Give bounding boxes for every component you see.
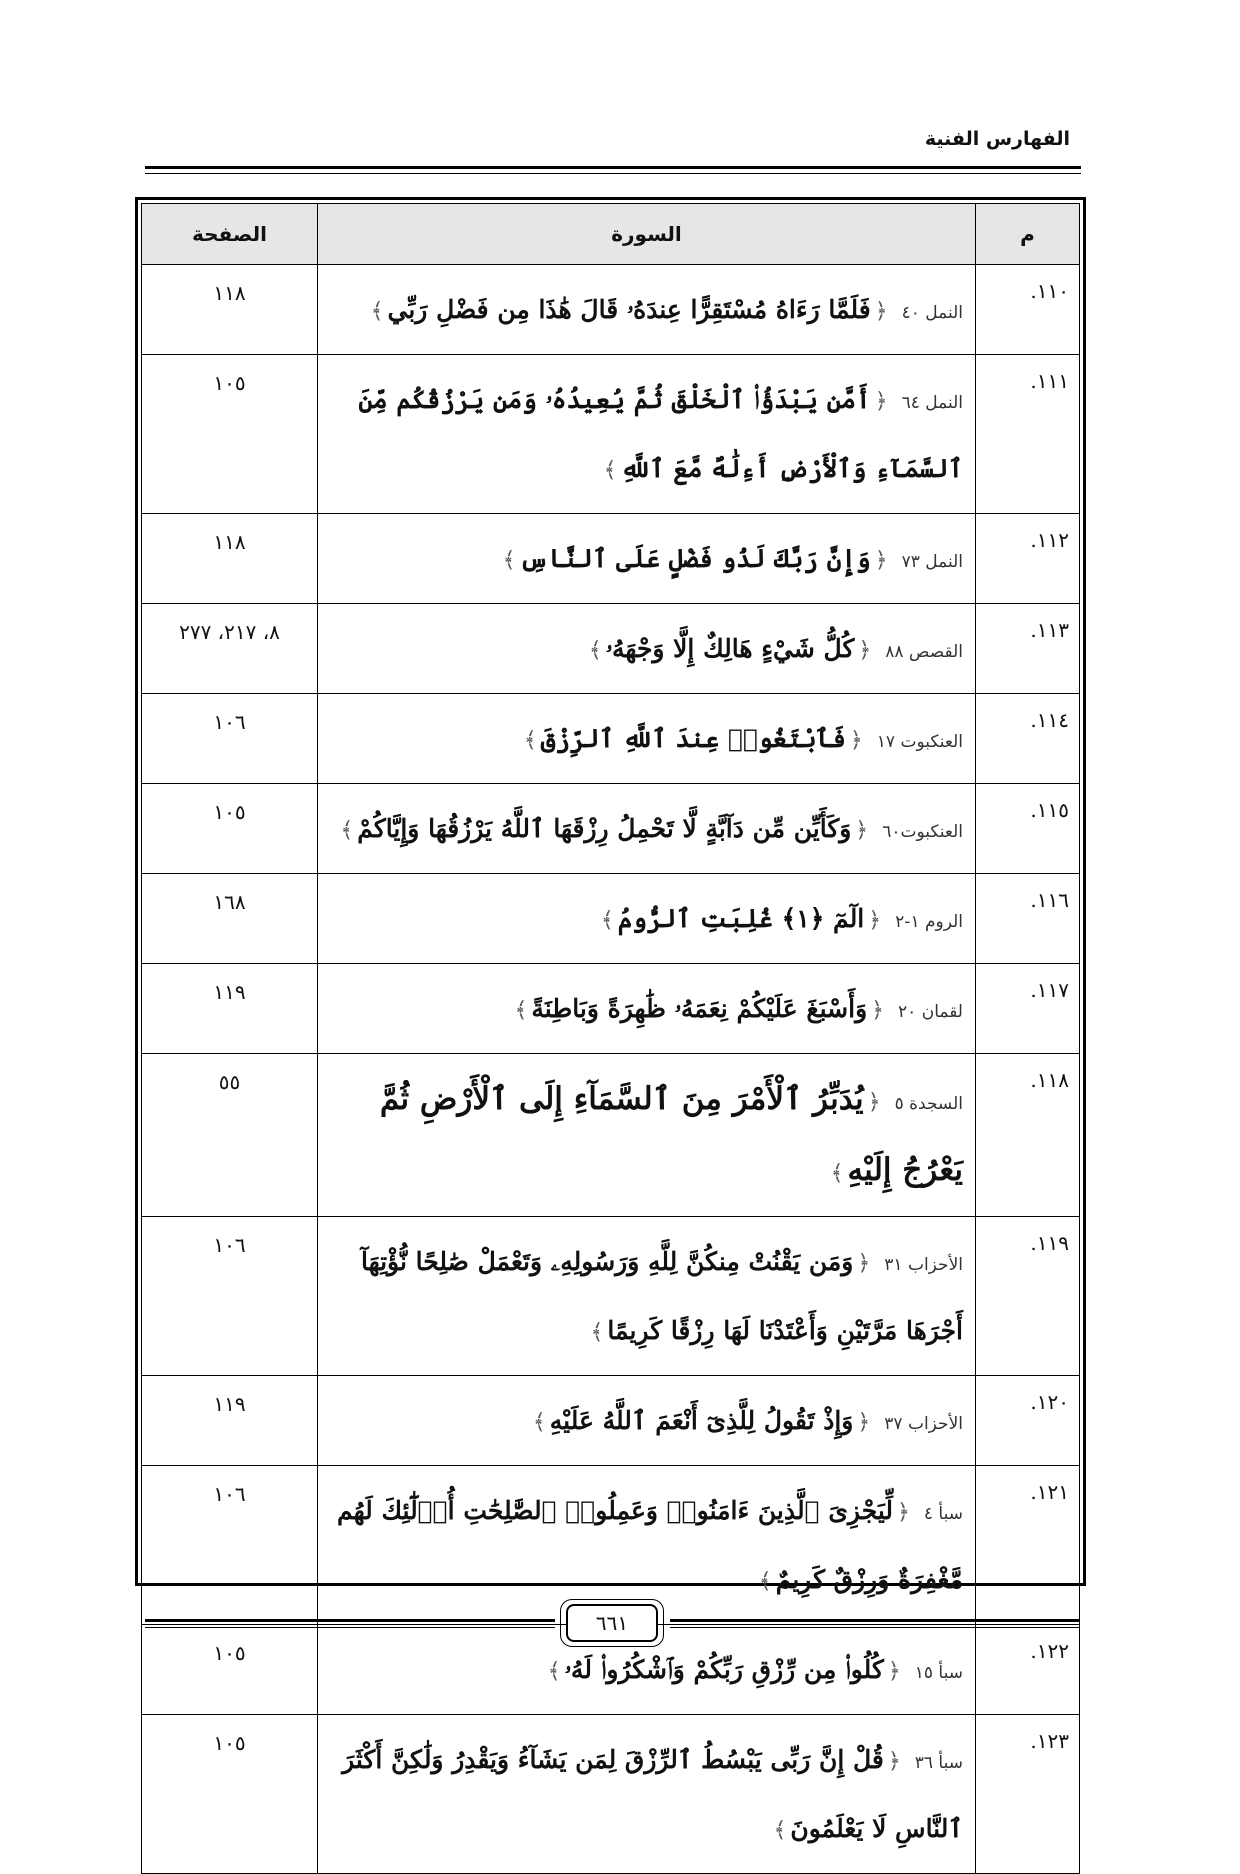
row-number: ١١١. (976, 355, 1080, 514)
surah-reference: العنكبوت٦٠ (882, 822, 963, 842)
surah-reference: سبأ ١٥ (914, 1663, 963, 1683)
footer-rule-right-thin (670, 1627, 1080, 1628)
ornate-bracket-close-icon: ﴾ (514, 998, 528, 1023)
ornate-bracket-open-icon: ﴿ (874, 299, 888, 324)
table-row (142, 1715, 1080, 1874)
ornate-bracket-close-icon: ﴾ (370, 299, 384, 324)
verse-cell (318, 1217, 976, 1376)
ayah-text: فَلَمَّا رَءَاهُ مُسْتَقِرًّا عِندَهُۥ قَالَ هَٰذَا مِن فَضْلِ رَبِّي (387, 295, 871, 324)
row-number: ١١٨. (976, 1054, 1080, 1217)
ornate-bracket-open-icon: ﴿ (871, 998, 885, 1023)
row-number: ١١٧. (976, 964, 1080, 1054)
surah-reference: سبأ ٣٦ (914, 1753, 963, 1773)
verse-cell (318, 1054, 976, 1217)
ayah-text: كُلُوا۟ مِن رِّزْقِ رَبِّكُمْ وَٱشْكُرُوا۟ لَهُۥ (564, 1655, 884, 1684)
page-reference: ١٠٦ (142, 1466, 318, 1625)
page-reference: ١١٨ (142, 265, 318, 355)
ornate-bracket-open-icon: ﴿ (887, 1749, 901, 1774)
surah-reference: الأحزاب ٣١ (884, 1255, 963, 1275)
ornate-bracket-open-icon: ﴿ (857, 1410, 871, 1435)
table-row (142, 1376, 1080, 1466)
table-row (142, 1054, 1080, 1217)
verse-cell (318, 514, 976, 604)
verse-cell (318, 694, 976, 784)
row-number: ١٢٢. (976, 1625, 1080, 1715)
page-reference: ١٠٥ (142, 784, 318, 874)
page-reference: ١٠٦ (142, 1217, 318, 1376)
ornate-bracket-close-icon: ﴾ (340, 818, 354, 843)
surah-reference: القصص ٨٨ (885, 642, 963, 662)
table-row (142, 514, 1080, 604)
ornate-bracket-open-icon: ﴿ (855, 818, 869, 843)
row-number: ١٢٠. (976, 1376, 1080, 1466)
ornate-bracket-open-icon: ﴿ (849, 728, 863, 753)
row-number: ١٢٣. (976, 1715, 1080, 1874)
ornate-bracket-open-icon: ﴿ (858, 638, 872, 663)
ornate-bracket-close-icon: ﴾ (523, 728, 537, 753)
verse-cell (318, 265, 976, 355)
verse-cell (318, 964, 976, 1054)
table-row (142, 694, 1080, 784)
ayah-text: أَمَّن يَبْدَؤُا۟ ٱلْخَلْقَ ثُمَّ يُعِيدُهُۥ وَمَن يَرْزُقُكُم مِّنَ ٱلسَّمَآءِ وَٱلْأَرْضِ أَءِلَٰهٌ مَّعَ ٱللَّهِ (358, 385, 963, 483)
page-reference: ٨، ٢١٧، ٢٧٧ (142, 604, 318, 694)
footer-rule-right-thick (670, 1619, 1080, 1622)
row-number: ١١٤. (976, 694, 1080, 784)
ornate-bracket-close-icon: ﴾ (532, 1410, 546, 1435)
verse-cell (318, 784, 976, 874)
table-row (142, 1217, 1080, 1376)
ayah-text: وَكَأَيِّن مِّن دَآبَّةٍ لَّا تَحْمِلُ رِزْقَهَا ٱللَّهُ يَرْزُقُهَا وَإِيَّاكُمْ (357, 814, 852, 843)
ayah-text: قُلْ إِنَّ رَبِّى يَبْسُطُ ٱلرِّزْقَ لِمَن يَشَآءُ وَيَقْدِرُ وَلَٰكِنَّ أَكْثَرَ ٱلنَّاسِ لَا يَعْلَمُونَ (342, 1745, 963, 1843)
ornate-bracket-open-icon: ﴿ (857, 1251, 871, 1276)
page-reference: ١٠٥ (142, 1715, 318, 1874)
header-page: الصفحة (142, 204, 318, 265)
ornate-bracket-close-icon: ﴾ (758, 1569, 772, 1594)
page-reference: ١٠٥ (142, 355, 318, 514)
ayah-text: لِّيَجْزِىَ ٱلَّذِينَ ءَامَنُوا۟ وَعَمِلُوا۟ ٱلصَّٰلِحَٰتِ أُو۟لَٰٓئِكَ لَهُم مَّغْفِرَةٌ وَرِزْقٌ كَرِيمٌ (336, 1496, 963, 1594)
row-number: ١١٩. (976, 1217, 1080, 1376)
surah-reference: لقمان ٢٠ (898, 1002, 963, 1022)
surah-reference: سبأ ٤ (923, 1504, 963, 1524)
page-reference: ١١٩ (142, 1376, 318, 1466)
verse-cell (318, 874, 976, 964)
ornate-bracket-close-icon: ﴾ (547, 1659, 561, 1684)
page-reference: ١٠٥ (142, 1625, 318, 1715)
ayah-text: يُدَبِّرُ ٱلْأَمْرَ مِنَ ٱلسَّمَآءِ إِلَى ٱلْأَرْضِ ثُمَّ يَعْرُجُ إِلَيْهِ (379, 1081, 963, 1188)
table-row (142, 874, 1080, 964)
row-number: ١١٠. (976, 265, 1080, 355)
running-head: الفهارس الفنية (924, 128, 1070, 150)
ornate-bracket-close-icon: ﴾ (502, 548, 516, 573)
ayah-text: وَإِنَّ رَبَّكَ لَذُو فَضْلٍ عَلَى ٱلنَّاسِ (519, 544, 871, 573)
table-row (142, 355, 1080, 514)
ornate-bracket-open-icon: ﴿ (874, 548, 888, 573)
page-reference: ١١٨ (142, 514, 318, 604)
ornate-bracket-open-icon: ﴿ (867, 1090, 881, 1115)
table-header-row (142, 204, 1080, 265)
ornate-bracket-close-icon: ﴾ (600, 908, 614, 933)
header-rule-thick (145, 166, 1081, 169)
surah-reference: الروم ١-٢ (895, 912, 963, 932)
ayah-text: الٓمٓ ﴿١﴾ غُلِبَتِ ٱلرُّومُ (617, 904, 865, 933)
ornate-bracket-close-icon: ﴾ (773, 1818, 787, 1843)
ornate-bracket-close-icon: ﴾ (830, 1161, 844, 1186)
page-reference: ١١٩ (142, 964, 318, 1054)
ayah-text: كُلُّ شَيْءٍ هَالِكٌ إِلَّا وَجْهَهُۥ (605, 634, 855, 663)
verse-cell (318, 604, 976, 694)
page-reference: ٥٥ (142, 1054, 318, 1217)
row-number: ١١٦. (976, 874, 1080, 964)
surah-reference: العنكبوت ١٧ (876, 732, 963, 752)
ornate-bracket-open-icon: ﴿ (868, 908, 882, 933)
table-row (142, 964, 1080, 1054)
surah-reference: النمل ٧٣ (901, 552, 963, 572)
table-row (142, 265, 1080, 355)
header-rule-thin (145, 173, 1081, 174)
table-row (142, 784, 1080, 874)
ayah-text: وَأَسْبَغَ عَلَيْكُمْ نِعَمَهُۥ ظَٰهِرَةً وَبَاطِنَةً (531, 994, 868, 1023)
ornate-bracket-close-icon: ﴾ (603, 458, 617, 483)
verse-cell (318, 1376, 976, 1466)
ornate-bracket-open-icon: ﴿ (874, 389, 888, 414)
page-number: ٦٦١ (566, 1604, 658, 1642)
row-number: ١١٢. (976, 514, 1080, 604)
surah-reference: النمل ٤٠ (901, 303, 963, 323)
ornate-bracket-close-icon: ﴾ (590, 1320, 604, 1345)
verse-cell (318, 1715, 976, 1874)
header-num: م (976, 204, 1080, 265)
ayah-text: وَمَن يَقْنُتْ مِنكُنَّ لِلَّهِ وَرَسُولِهِۦ وَتَعْمَلْ صَٰلِحًا نُّؤْتِهَآ أَجْرَهَا مَرَّتَيْنِ وَأَعْتَدْنَا لَهَا رِزْقًا كَرِيمًا (360, 1247, 963, 1345)
surah-reference: النمل ٦٤ (901, 393, 963, 413)
page-reference: ١٠٦ (142, 694, 318, 784)
row-number: ١٢١. (976, 1466, 1080, 1625)
ayah-text: فَٱبْتَغُوا۟ عِندَ ٱللَّهِ ٱلرِّزْقَ (540, 724, 846, 753)
ayah-text: وَإِذْ تَقُولُ لِلَّذِىٓ أَنْعَمَ ٱللَّهُ عَلَيْهِ (549, 1406, 854, 1435)
page-reference: ١٦٨ (142, 874, 318, 964)
row-number: ١١٥. (976, 784, 1080, 874)
ornate-bracket-close-icon: ﴾ (588, 638, 602, 663)
ornate-bracket-open-icon: ﴿ (887, 1659, 901, 1684)
header-surah: السورة (318, 204, 976, 265)
row-number: ١١٣. (976, 604, 1080, 694)
ornate-bracket-open-icon: ﴿ (897, 1500, 910, 1525)
footer-rule-left-thick (145, 1619, 555, 1622)
verse-cell (318, 355, 976, 514)
footer-rule-left-thin (145, 1627, 555, 1628)
surah-reference: السجدة ٥ (894, 1094, 963, 1114)
surah-reference: الأحزاب ٣٧ (884, 1414, 963, 1434)
table-row (142, 604, 1080, 694)
